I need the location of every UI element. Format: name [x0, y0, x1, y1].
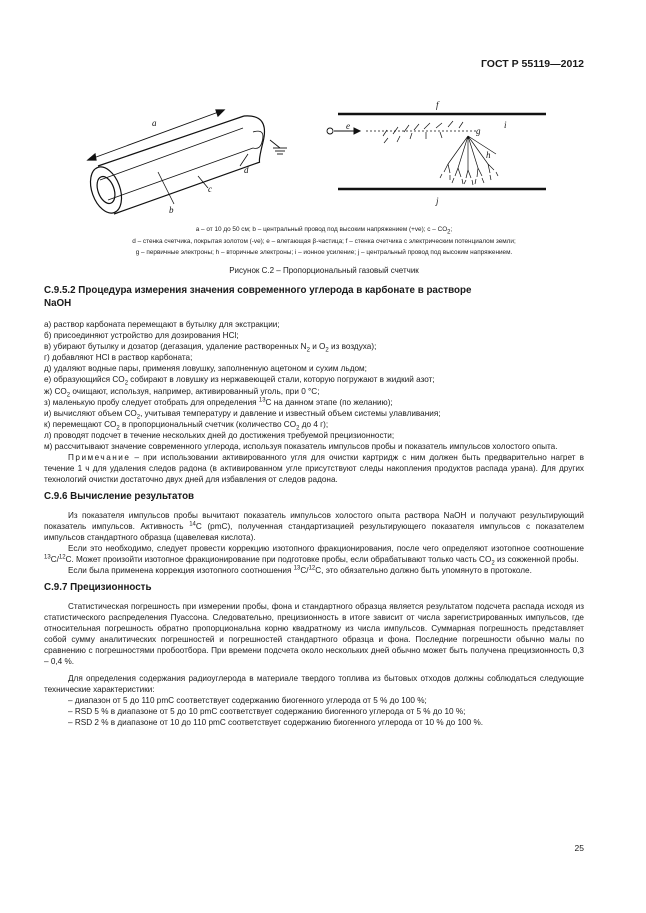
step-i: и) вычисляют объем $CO_2$, учитывая температуру и давление и известный объем системы улавливания; — [44, 408, 441, 421]
label-f: f — [436, 100, 439, 110]
s97-paragraph-1: Статистическая погрешность при измерении пробы, фона и стандартного образца является результатом подсчета распада исходя из статистического распределения Пуассона. Следовательно, прецизионность в итоге зависит от числа зарегистрированных импульсов, где относительная погрешность обратно пропорциональна корню квадратному из числа импульсов. Суммарная погрешность представляет собой сумму аналитических погрешностей и погрешностей стандартного образца и фона. Последние погрешности обычно малы по сравнению с погрешностями пробоотбора. При времени подсчета около нескольких дней обычно может быть получена прецизионность 0,3 – 0,4 %. — [44, 601, 584, 667]
label-i: i — [504, 120, 507, 130]
label-b: b — [169, 205, 174, 215]
label-c: c — [208, 184, 212, 194]
label-d: d — [244, 165, 249, 175]
step-g: ж) $CO_2$ очищают, используя, например, активированный уголь, при 0 °С; — [44, 386, 320, 399]
label-h: h — [486, 150, 491, 160]
label-g: g — [476, 126, 481, 136]
step-f: е) образующийся $CO_2$ собирают в ловушку из нержавеющей стали, которую погружают в жидкий азот; — [44, 375, 435, 388]
s96-paragraph-3: Если была применена коррекция изотопного соотношения $^{13}$С/$^{12}$С, это обязательно должно быть упомянуто в протоколе. — [68, 565, 532, 576]
step-c: в) убирают бутылку и дозатор (дегазация, удаление растворенных $N_2$ и $O_2$ из воздуха); — [44, 342, 377, 354]
step-a: а) раствор карбоната перемещают в бутылку для экстракции; — [44, 320, 280, 329]
list-item: – RSD 2 % в диапазоне от 10 до 110 pmC соответствует содержанию биогенного углерода от 10 % до 100 %. — [68, 717, 483, 727]
step-b: б) присоединяют устройство для дозирования HCl; — [44, 331, 239, 341]
label-j: j — [436, 196, 439, 206]
document-body — [44, 285, 584, 728]
label-e: e — [346, 121, 350, 131]
s96-paragraph-2: Если это необходимо, следует провести коррекцию изотопного фракционирования, после чего определяют изотопное соотношение $^{13}$С/$^{12}$С. Может произойти изотопное фракционирование при подготовке пробы, если обрабатывают только часть $CO_2$ из сожженной пробы. — [44, 544, 584, 567]
step-d: г) добавляют HCl в раствор карбоната; — [44, 353, 193, 363]
standard-header: ГОСТ Р 55119—2012 — [480, 58, 584, 70]
step-h: з) маленькую пробу следует отобрать для определения $^{13}$С на данном этапе (по желанию); — [44, 396, 393, 407]
counter-diagram — [48, 92, 598, 222]
step-k: к) перемещают $CO_2$ в пропорциональный счетчик (количество $CO_2$ до 4 г); — [44, 419, 329, 432]
legend-line-1: a – от 10 до 50 см; b – центральный провод под высоким напряжением (+ve); c – $CO_2$; — [195, 226, 453, 236]
s96-paragraph-1: Из показателя импульсов пробы вычитают показатель импульсов холостого опыта раствора NaOH и получают результирующий показатель импульсов. Активность $^{14}$С (pmC), полученная стандартизацией результирующего показателя импульсов с показателем импульсов стандартного образца (щавелевая кислота). — [44, 510, 585, 543]
note: Примечание – при использовании активированного угля для очистки картридж с ним должен быть предварительно нагрет в течение 1 ч для удаления следов радона (в активированном угле присутствуют следы накопления продуктов распада урана). Для других технологий очистки достаточно двух дней для избавления от следов радона. — [44, 453, 584, 485]
section-heading-9-7: С.9.7 Прецизионность — [44, 582, 152, 594]
cylinder-drawing — [85, 110, 287, 217]
list-item: – диапазон от 5 до 110 pmC соответствует содержанию биогенного углерода от 5 % до 100 %; — [68, 695, 427, 705]
step-e: д) удаляют водные пары, применяя ловушку, заполненную ацетоном и сухим льдом; — [44, 364, 367, 374]
note-label: Примечание — [68, 453, 131, 463]
ionisation-schematic — [327, 114, 546, 189]
list-item: – RSD 5 % в диапазоне от 5 до 10 pmC соответствует содержанию биогенного углерода от 5 % до 10 %; — [68, 706, 466, 716]
page-number: 25 — [574, 843, 584, 853]
figure-proportional-counter — [48, 92, 598, 222]
legend-line-3: g – первичные электроны; h – вторичные электроны; i – ионное усиление; j – центральный провод под высоким напряжением. — [135, 249, 513, 256]
figure-legend — [44, 224, 604, 259]
figure-caption: Рисунок С.2 – Пропорциональный газовый счетчик — [229, 266, 419, 275]
section-heading-9-5-2: С.9.5.2 Процедура измерения значения современного углерода в карбонате в растворе NaOH — [44, 285, 472, 309]
label-a: a — [152, 118, 157, 128]
step-m: м) рассчитывают значение современного углерода, используя показатель импульсов пробы и показатель импульсов холостого опыта. — [44, 442, 558, 452]
step-l: л) проводят подсчет в течение нескольких дней до достижения требуемой прецизионности; — [44, 430, 395, 440]
section-heading-9-6: С.9.6 Вычисление результатов — [44, 491, 195, 503]
s97-paragraph-2: Для определения содержания радиоуглерода в материале твердого топлива из бытовых отходов должны соблюдаться следующие технические характеристики: — [44, 673, 584, 694]
legend-line-2: d – стенка счетчика, покрытая золотом (-ve); e – влетающая β-частица; f – стенка счетчика с электрическим потенциалом земли; — [132, 237, 516, 245]
